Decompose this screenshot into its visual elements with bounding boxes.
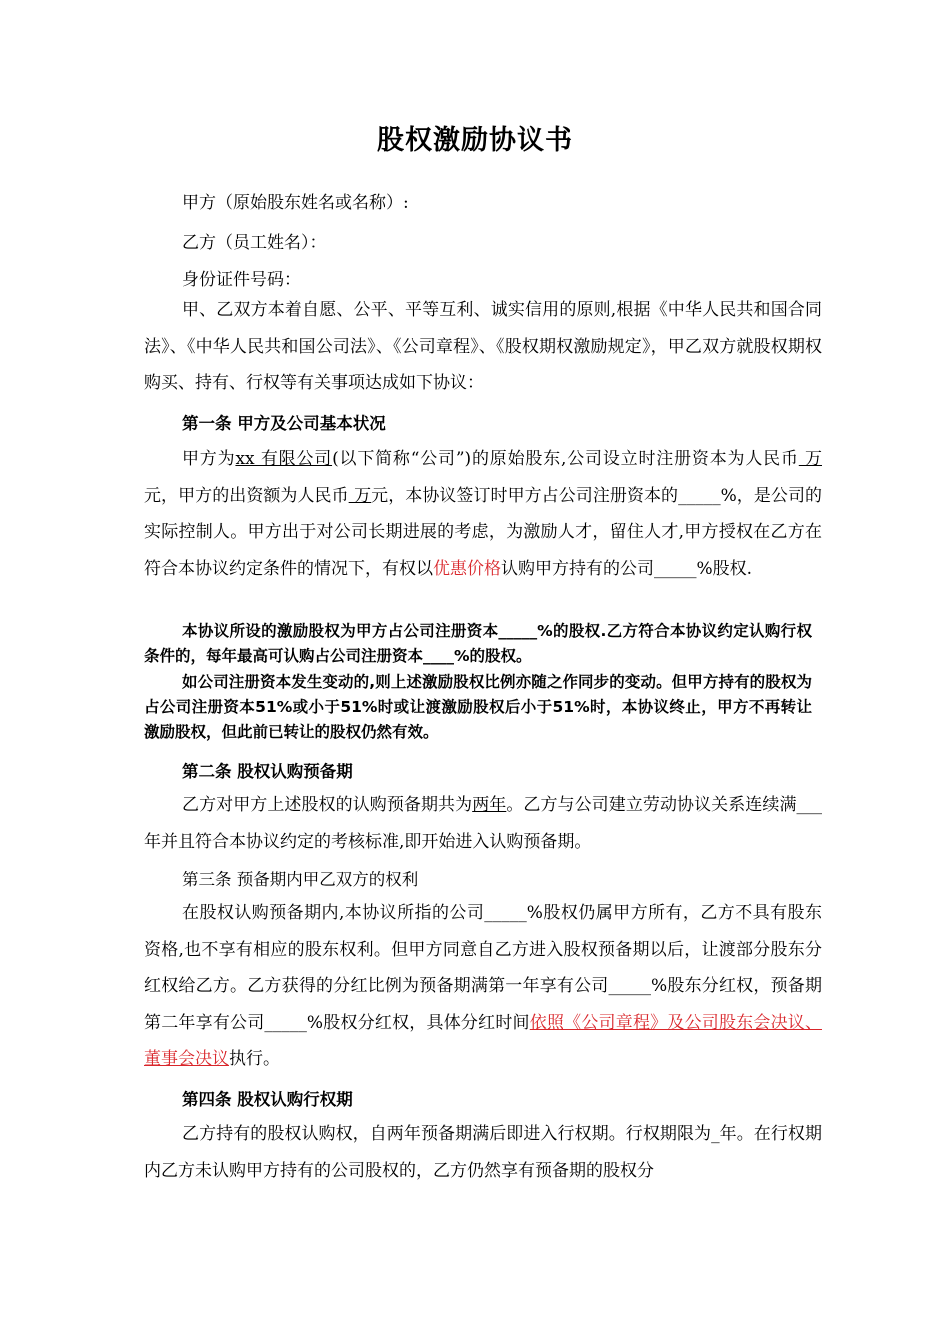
art1-text-d: 元，本协议签订时甲方占公司注册资本的_____%，是公司的实际控制人。甲方出于对公司长期进展的考虑，为激励人才，留住人才,甲方授权在乙方在符合本协议约定条件的情况下，有权以 [144, 485, 823, 579]
art1-text-a: 甲方为 [182, 449, 236, 469]
art1-text-e: 认购甲方持有的公司_____%股权. [501, 558, 753, 579]
art1-text-b: (以下简称“公司”)的原始股东,公司设立时注册资本为人民币 [332, 449, 799, 469]
article-2-paragraph [144, 787, 822, 860]
art3-text-a: 在股权认购预备期内,本协议所指的公司_____%股权仍属甲方所有，乙方不具有股东资格,也不享有相应的股东权利。但甲方同意自乙方进入股权预备期以后，让渡部分股东分红权给乙方。乙方获得的分红比例为预备期满第一年享有公司_____%股东分红权，预备期第二年享有公司_____%股权分红权，具体分红时间 [144, 903, 822, 1033]
article-1-heading: 第一条 甲方及公司基本状况 [182, 414, 386, 433]
art1-text-c: 元，甲方的出资额为人民币 [144, 485, 349, 506]
capital-change-clause: 如公司注册资本发生变动的,则上述激励股权比例亦随之作同步的变动。但甲方持有的股权为占公司注册资本51%或小于51%时或让渡激励股权后小于51%时，本协议终止，甲方不再转让激励股权，但此前已转让的股权仍然有效。 [144, 673, 812, 741]
party-b-line: 乙方（员工姓名）： [182, 233, 327, 253]
article-3-heading: 第三条 预备期内甲乙双方的权利 [182, 870, 419, 889]
article-1-paragraph [144, 441, 822, 587]
art2-text-b: 。乙方与公司建立劳动协议关系连续满___年并且符合本协议约定的考核标准,即开始进入认购预备期。 [144, 795, 823, 852]
article-4-paragraph: 乙方持有的股权认购权，自两年预备期满后即进入行权期。行权期限为_年。在行权期内乙方未认购甲方持有的公司股权的，乙方仍然享有预备期的股权分 [144, 1124, 822, 1181]
contribution-blank: 万 [348, 485, 372, 506]
party-a-line: 甲方（原始股东姓名或名称）: [182, 193, 409, 213]
document-title: 股权激励协议书 [377, 125, 573, 156]
incentive-equity-clause: 本协议所设的激励股权为甲方占公司注册资本_____%的股权.乙方符合本协议约定认购行权条件的，每年最高可认购占公司注册资本____%的股权。 [144, 622, 812, 665]
company-name-blank: xx 有限公司 [235, 449, 333, 469]
registered-capital-blank: 万 [798, 449, 822, 469]
preamble-paragraph: 甲、乙双方本着自愿、公平、平等互利、诚实信用的原则,根据《中华人民共和国合同法》、《中华人民共和国公司法》、《公司章程》、《股权期权激励规定》，甲乙双方就股权期权购买、持有、行权等有关事项达成如下协议： [144, 300, 822, 393]
art3-text-b: 执行。 [229, 1049, 280, 1069]
article-2-heading: 第二条 股权认购预备期 [182, 762, 353, 781]
company-charter-reference: 依照《公司章程》及公司股东会决议、董事会决议 [144, 1012, 822, 1069]
preferential-price-highlight: 优惠价格 [433, 558, 501, 579]
art2-text-a: 乙方对甲方上述股权的认购预备期共为 [182, 795, 473, 815]
two-years-underline: 两年 [472, 795, 507, 815]
article-4-heading: 第四条 股权认购行权期 [182, 1090, 353, 1109]
article-3-paragraph [144, 895, 822, 1078]
id-number-line: 身份证件号码： [182, 270, 301, 290]
